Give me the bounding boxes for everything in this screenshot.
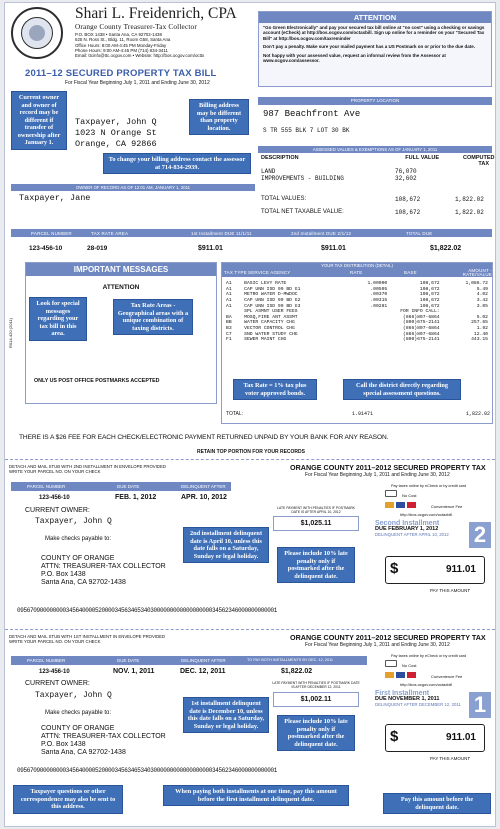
amount-cell: 257.65 xyxy=(471,320,488,326)
tax-type-cell: A1 xyxy=(226,298,232,304)
callout-late-penalty-1: Please include 10% late penalty only if postmarked after the delinquent date. xyxy=(277,715,355,751)
second-installment-amount: $911.01 xyxy=(321,245,346,252)
total-due-amount: $1,822.02 xyxy=(430,245,462,252)
rate-cell xyxy=(340,337,388,343)
assessed-values: DESCRIPTION FULL VALUE COMPUTED TAX LAND 76,070 IMPROVEMENTS - BUILDING 32,602 TOTAL VALUES: 108,672 1,822.02 TOTAL NET TAXABLE VALUE: 108,672 1,822.02 xyxy=(261,155,495,216)
tax-distribution-table xyxy=(225,281,489,343)
owner-of-record: Taxpayer, Jane xyxy=(19,193,91,203)
amount-cell: 1,086.72 xyxy=(465,281,488,287)
tax-type-cell: B3 xyxy=(226,326,232,332)
stub1-no-cost: No Cost xyxy=(402,663,417,668)
agency-cell: SND WATER STUDY CHG xyxy=(244,331,298,337)
agency-cell: METRO WATER D-MWDOC xyxy=(244,292,298,298)
base-cell: 108,672 xyxy=(419,298,440,304)
base-cell: 108,672 xyxy=(419,303,440,309)
base-cell: (866)807-6864 xyxy=(403,326,440,332)
stub2-parcel: 123-456-10 xyxy=(39,495,70,501)
callout-taxpayer-questions: Taxpayer questions or other correspondence may also be sent to this address. xyxy=(13,785,123,814)
retain-notice: RETAIN TOP PORTION FOR YOUR RECORDS xyxy=(197,449,305,455)
postmark-notice: ONLY US POST OFFICE POSTMARKS ACCEPTED xyxy=(34,378,160,384)
stub1-installment-box: First Installment DUE NOVEMBER 1, 2011 DELINQUENT AFTER DECEMBER 12, 2011 xyxy=(375,690,461,707)
stub1-late-label: LATE PAYMENT WITH PENALTIES IF POSTMARK DATE IS AFTER DECEMBER 12, 2011 xyxy=(272,681,360,689)
callout-pay-before: Pay this amount before the delinquent date. xyxy=(383,793,491,814)
callout-tax-rate-areas: Tax Rate Areas - Geographical areas with a unique combination of taxing districts. xyxy=(113,299,193,335)
amount-cell: 12.40 xyxy=(473,331,488,337)
agency-cell: WATER CAPACITY CHG xyxy=(244,320,295,326)
base-cell: 108,672 xyxy=(419,286,440,292)
stub2-header-band: PARCEL NUMBER DUE DATE DELINQUENT AFTER xyxy=(11,482,231,491)
base-cell: 108,672 xyxy=(419,292,440,298)
summary-band: PARCEL NUMBER TAX RATE AREA 1st Installment DUE 11/1/11 2nd Installment DUE 2/1/12 TOTAL DUE xyxy=(11,229,492,237)
amount-cell: 3.05 xyxy=(476,303,488,309)
attention-postmark: Don't pay a penalty. Make sure your mailed payment has a US Postmark on or prior to the due date. xyxy=(263,44,476,50)
stub1-header-band: PARCEL NUMBER DUE DATE DELINQUENT AFTER TO PAY BOTH INSTALLMENTS BY DEC. 12, 2011 xyxy=(11,656,367,665)
stub1-detach-note: DETACH AND MAIL STUB WITH 1ST INSTALLMENT IN ENVELOPE PROVIDED WRITE YOUR PARCEL NO. ON YOUR CHECK xyxy=(9,634,166,644)
stub2-pay-box: $ 911.01 xyxy=(385,556,485,584)
stub1-pay-box: $ 911.01 xyxy=(385,724,485,752)
stub2-fiscal-year: For Fiscal Year Beginning July 1, 2011 and Ending June 30, 2012 xyxy=(305,472,450,478)
callout-tax-rate: Tax Rate = 1% tax plus voter approved bonds. xyxy=(233,379,317,400)
stub1-pay-options: Pay taxes online by eCheck or by credit card xyxy=(391,654,467,658)
stub1-pay-amount: 911.01 xyxy=(445,732,476,743)
agency-cell: CAP UNN ISD 99 BD G3 xyxy=(244,303,301,309)
callout-second-installment: 2nd installment delinquent date is April 10, unless this date falls on a Saturday, Sunday or legal holiday. xyxy=(183,527,269,563)
stub2-due-date: FEB. 1, 2012 xyxy=(115,494,157,501)
stub1-card-icons xyxy=(385,672,427,679)
amount-cell: 3.42 xyxy=(476,298,488,304)
rate-cell: .00505 xyxy=(370,286,388,292)
amount-cell: 1.92 xyxy=(476,326,488,332)
county-seal-icon xyxy=(11,7,63,59)
stub1-check-icon xyxy=(385,660,397,667)
tax-type-cell: C7 xyxy=(226,331,232,337)
bill-fiscal-year: For Fiscal Year Beginning July 1, 2011 and Ending June 30, 2012 xyxy=(65,80,210,86)
stub2-micr-line: 09567090000000034564000052000034563465340300000000000000000034562346000000000001 xyxy=(17,607,278,614)
rate-cell: 1.00000 xyxy=(367,281,388,287)
stub2-late-amount: $1,025.11 xyxy=(273,516,359,531)
stub2-conv-fee: Convenience Fee xyxy=(431,504,463,509)
stub2-installment-box: Second Installment DUE FEBRUARY 1, 2012 DELINQUENT AFTER APRIL 10, 2012 xyxy=(375,520,449,537)
property-location-label: PROPERTY LOCATION xyxy=(258,97,492,105)
base-cell: FOR INFO CALL: xyxy=(400,309,440,315)
stub1-owner: Taxpayer, John Q xyxy=(35,691,112,700)
stub1-conv-fee: Convenience Fee xyxy=(431,674,463,679)
callout-change-billing: To change your billing address contact the assessor at 714-834-2939. xyxy=(103,153,251,174)
stub2-delinquent-date: APR. 10, 2012 xyxy=(181,494,227,501)
agency-cell: VECTOR CONTROL CHG xyxy=(244,326,295,332)
stub1-pay-this-label: PAY THIS AMOUNT xyxy=(430,756,471,761)
stub2-pay-amount: 911.01 xyxy=(445,564,476,575)
attention-echeck: "Go Green Electronically" and pay your secured tax bill online at "no cost" using a checking or savings account (eCheck) at http://bos.ocgov.com/octaxbill. Sign up online for a reminder on your "Secured Tax Bill" at http://bos.ocgov.com/taxreminder xyxy=(263,25,485,41)
office-contact: P.O. BOX 1438 • Santa Ana, CA 92702-1438 625 N. Ross St., Bldg. 11, Room G58, Santa Ana Office Hours: 8:00 AM-4:45 PM Monday-Friday Phone Hours: 9:00 AM-4:45 PM (714) 834-3411 Email: ttcinfo@ttc.ocgov.com • Website: http://bos.ocgov.com/octtx xyxy=(75,32,205,59)
stub2-pay-this-label: PAY THIS AMOUNT xyxy=(430,588,471,593)
attention-assessor: Not happy with your assessed value, request an informal review from the Assessor at www.ocgov.com/assessor. xyxy=(263,52,446,64)
tax-type-cell: BA xyxy=(226,314,232,320)
returned-payment-fee-notice: THERE IS A $26 FEE FOR EACH CHECK/ELECTRONIC PAYMENT RETURNED UNPAID BY YOUR BANK FOR ANY REASON. xyxy=(19,434,389,441)
assessed-values-band: ASSESSED VALUES & EXEMPTIONS AS OF JANUARY 1, 2011 xyxy=(258,146,492,153)
stub2-card-icons xyxy=(385,502,427,509)
callout-billing-address: Billing address may be different than property location. xyxy=(189,99,249,135)
stub1-installment-number: 1 xyxy=(469,692,491,718)
stub1-payee: COUNTY OF ORANGE ATTN: TREASURER-TAX COLLECTOR P.O. Box 1438 Santa Ana, CA 92702-1438 xyxy=(41,725,166,756)
tax-type-cell: A1 xyxy=(226,281,232,287)
stub2-installment-number: 2 xyxy=(469,522,491,548)
stub2-pay-options: Pay taxes online by eCheck or by credit card xyxy=(391,484,467,488)
stub2-check-icon xyxy=(385,490,397,497)
stub2-url: http://bos.ocgov.com/octaxbill xyxy=(400,512,453,517)
stub1-due-date: NOV. 1, 2011 xyxy=(113,668,155,675)
tax-type-cell: BB xyxy=(226,320,232,326)
tax-table-headers: TAX TYPE SERVICE AGENCY RATE BASE AMOUNT - RATE/VALUE xyxy=(224,268,492,277)
stub1-parcel: 123-456-10 xyxy=(39,669,70,675)
agency-cell: CAP UNN ISD 99 BD G2 xyxy=(244,298,301,304)
stub2-late-label: LATE PAYMENT WITH PENALTIES IF POSTMARK DATE IS AFTER APRIL 10, 2012 xyxy=(277,506,355,514)
agency-cell: SPL ASMNT USER FEES xyxy=(244,309,298,315)
stub2-county-title: ORANGE COUNTY 2011–2012 SECURED PROPERTY TAX xyxy=(290,463,486,472)
base-cell: (866)807-6864 xyxy=(403,331,440,337)
tax-type-cell: A1 xyxy=(226,286,232,292)
stub1-micr-line: 09567090000000034564000052000034563465340300000000000000000034562346000000000001 xyxy=(17,767,278,774)
stub2-current-owner-label: CURRENT OWNER: xyxy=(25,507,90,514)
stub2-payee: COUNTY OF ORANGE ATTN: TREASURER-TAX COLLECTOR P.O. Box 1438 Santa Ana, CA 92702-1438 xyxy=(41,555,166,586)
stub1-county-title: ORANGE COUNTY 2011–2012 SECURED PROPERTY TAX xyxy=(290,633,486,642)
stub1-delinquent-date: DEC. 12, 2011 xyxy=(180,668,226,675)
property-legal: S TR 555 BLK 7 LOT 30 BK xyxy=(263,127,350,134)
stub1-both-amount: $1,822.02 xyxy=(281,668,313,675)
first-installment-amount: $911.01 xyxy=(198,245,223,252)
stub2-no-cost: No Cost xyxy=(402,493,417,498)
base-cell: (800)675-2141 xyxy=(403,337,440,343)
callout-both-installments: When paying both installments at one time, pay this amount before the first installment delinquent date. xyxy=(163,785,349,806)
mailing-address: Taxpayer, John Q 1023 N Orange St Orange, CA 92866 xyxy=(75,117,157,149)
agency-cell: SEWER MAINT CHG xyxy=(244,337,287,343)
tear-line-2 xyxy=(5,629,495,630)
amount-cell: 4.02 xyxy=(476,292,488,298)
tax-type-cell: A1 xyxy=(226,292,232,298)
property-location: 987 Beachfront Ave xyxy=(263,109,361,119)
stub1-url: http://bos.ocgov.com/octaxbill xyxy=(400,682,453,687)
messages-title: IMPORTANT MESSAGES xyxy=(26,263,216,276)
base-cell: 108,672 xyxy=(419,281,440,287)
tax-bill-page xyxy=(4,2,496,827)
rate-cell: .00315 xyxy=(370,298,388,304)
bill-title: 2011–12 SECURED PROPERTY TAX BILL xyxy=(25,68,217,79)
rate-cell: .00370 xyxy=(370,292,388,298)
attention-title: ATTENTION xyxy=(259,12,491,23)
owner-of-record-label: OWNER OF RECORD AS OF 12:01 AM, JANUARY 1, 2011 xyxy=(11,184,255,191)
treasurer-name: Shari L. Freidenrich, CPA xyxy=(75,5,237,22)
stub1-late-amount: $1,002.11 xyxy=(273,692,359,707)
tax-row xyxy=(225,337,489,343)
callout-current-owner: Current owner and owner of record may be different if transfer of ownership after January 1. xyxy=(11,91,67,150)
agency-cell: BASIC LEVY RATE xyxy=(244,281,287,287)
attention-box xyxy=(258,11,492,87)
form-code: R014-420 (2011) xyxy=(8,318,13,348)
amount-cell: 5.02 xyxy=(476,314,488,320)
parcel-number: 123-456-10 xyxy=(29,245,63,252)
office-name: Orange County Treasurer-Tax Collector xyxy=(75,23,197,31)
tax-total-row: TOTAL: 1.01471 1,822.02 xyxy=(226,411,490,417)
callout-late-penalty-2: Please include 10% late penalty only if postmarked after the delinquent date. xyxy=(277,547,355,583)
tax-rate-area: 28-019 xyxy=(87,245,108,252)
amount-cell: 5.49 xyxy=(476,286,488,292)
stub1-payable-label: Make checks payable to: xyxy=(45,710,112,716)
callout-special-messages: Look for special messages regarding your tax bill in this area. xyxy=(29,297,87,341)
stub1-current-owner-label: CURRENT OWNER: xyxy=(25,680,90,687)
stub1-fiscal-year: For Fiscal Year Beginning July 1, 2011 and Ending June 30, 2012 xyxy=(305,642,450,648)
tax-distribution-title: YOUR TAX DISTRIBUTION (DETAIL) xyxy=(222,263,492,269)
stub2-owner: Taxpayer, John Q xyxy=(35,517,112,526)
messages-attention: ATTENTION xyxy=(102,284,140,291)
stub2-detach-note: DETACH AND MAIL STUB WITH 2ND INSTALLMENT IN ENVELOPE PROVIDED WRITE YOUR PARCEL NO. ON YOUR CHECK xyxy=(9,464,166,474)
stub2-payable-label: Make checks payable to: xyxy=(45,536,112,542)
tear-line-1 xyxy=(5,459,495,460)
agency-cell: CAP UNN ISD 99 BD G1 xyxy=(244,286,301,292)
agency-cell: MOSQ,FIRE ANT ASSMT xyxy=(244,314,298,320)
callout-first-installment: 1st installment delinquent date is December 10, unless this date falls on a Saturday, Sunday or legal holiday. xyxy=(183,697,269,733)
rate-cell: .00281 xyxy=(370,303,388,309)
tax-type-cell: F1 xyxy=(226,337,232,343)
tax-type-cell: A1 xyxy=(226,303,232,309)
base-cell: (800)675-2141 xyxy=(403,320,440,326)
base-cell: (866)807-6864 xyxy=(403,314,440,320)
callout-call-district: Call the district directly regarding special assessment questions. xyxy=(343,379,461,400)
amount-cell: 443.15 xyxy=(471,337,488,343)
